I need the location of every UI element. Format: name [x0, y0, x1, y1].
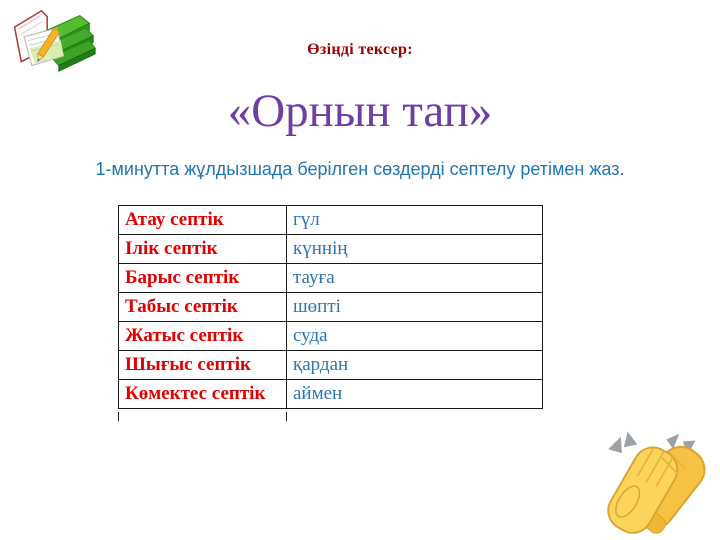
table-row: [119, 293, 543, 322]
word-cell: аймен: [287, 380, 543, 409]
case-cell: Табыс септік: [119, 293, 287, 322]
instruction-text: 1-минутта жұлдызшада берілген сөздерді септелу ретімен жаз.: [95, 159, 625, 179]
table-row: [119, 351, 543, 380]
table-row: [119, 380, 543, 409]
word-cell: қардан: [287, 351, 543, 380]
table-cutoff-fragment: [118, 412, 119, 421]
word-cell: тауға: [287, 264, 543, 293]
case-cell: Атау септік: [119, 206, 287, 235]
table-row: [119, 206, 543, 235]
word-cell: суда: [287, 322, 543, 351]
slide-title: «Орнын тап»: [227, 85, 493, 137]
case-cell: Жатыс септік: [119, 322, 287, 351]
table-row: [119, 322, 543, 351]
case-cell: Көмектес септік: [119, 380, 287, 409]
cases-table: [118, 205, 543, 409]
word-cell: гүл: [287, 206, 543, 235]
case-cell: Барыс септік: [119, 264, 287, 293]
clapping-hands-icon: [585, 412, 711, 534]
word-cell: шөпті: [287, 293, 543, 322]
table-row: [119, 235, 543, 264]
slide-header: Өзіңді тексер:: [307, 41, 413, 58]
case-cell: Шығыс септік: [119, 351, 287, 380]
table-row: [119, 264, 543, 293]
table-cutoff-fragment: [286, 412, 287, 421]
word-cell: күннің: [287, 235, 543, 264]
case-cell: Ілік септік: [119, 235, 287, 264]
